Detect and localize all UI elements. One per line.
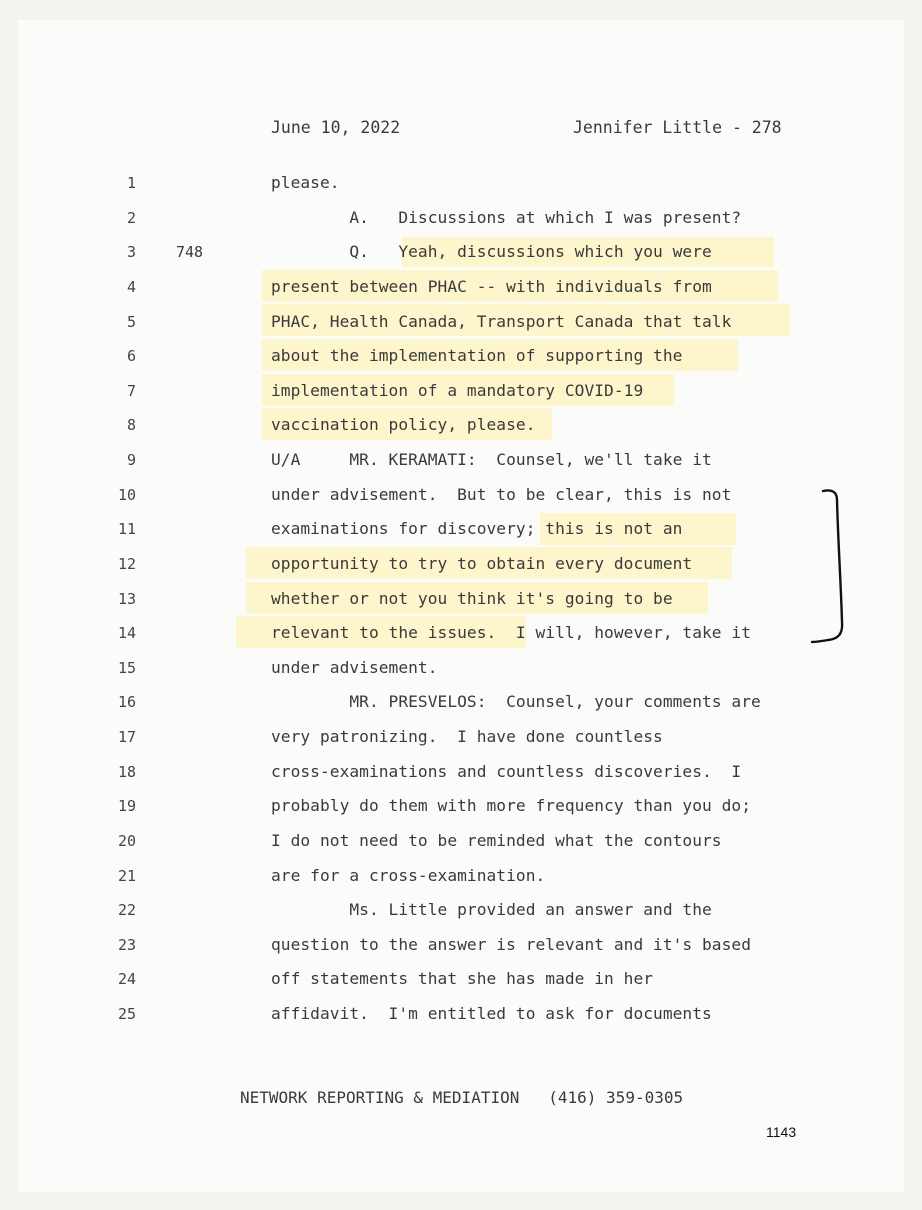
line-text: off statements that she has made in her	[271, 969, 654, 989]
line-number: 5	[126, 312, 136, 331]
line-text: I do not need to be reminded what the contours	[271, 830, 722, 850]
line-number: 4	[126, 277, 136, 296]
line-number: 1	[126, 174, 136, 192]
line-text: Ms. Little provided an answer and the	[271, 900, 712, 920]
line-text: under advisement. But to be clear, this is not	[271, 484, 732, 504]
line-text: examinations for discovery; this is not an	[271, 519, 683, 539]
line-number: 24	[117, 970, 136, 989]
line-number: 3	[126, 243, 136, 262]
line-text: MR. PRESVELOS: Counsel, your comments are	[271, 692, 761, 712]
line-number: 22	[117, 901, 136, 920]
line-number: 25	[117, 1005, 136, 1024]
page-number: 1143	[766, 1124, 797, 1140]
line-text: PHAC, Health Canada, Transport Canada that talk	[271, 311, 732, 331]
line-number: 2	[126, 208, 136, 227]
header-witness-page: Jennifer Little - 278	[573, 118, 782, 137]
header-date: June 10, 2022	[271, 118, 401, 137]
line-number: 16	[117, 693, 136, 712]
line-number: 12	[117, 554, 136, 573]
line-text: question to the answer is relevant and it's based	[271, 934, 751, 954]
line-text: probably do them with more frequency than you do;	[271, 796, 751, 816]
line-number: 6	[126, 347, 136, 366]
line-number: 17	[117, 728, 136, 747]
line-text: are for a cross-examination.	[271, 865, 546, 885]
line-text: U/A MR. KERAMATI: Counsel, we'll take it	[271, 450, 712, 470]
line-number: 10	[117, 485, 136, 504]
undertaking-ref: 748	[176, 243, 204, 262]
line-text: affidavit. I'm entitled to ask for documents	[271, 1004, 712, 1024]
line-number: 20	[117, 831, 136, 850]
line-text: present between PHAC -- with individuals from	[271, 276, 712, 296]
footer-reporter: NETWORK REPORTING & MEDIATION (416) 359-0305	[240, 1088, 684, 1107]
line-number: 23	[117, 935, 136, 954]
line-text: please.	[271, 173, 340, 192]
line-number: 13	[117, 589, 136, 608]
line-text: implementation of a mandatory COVID-19	[271, 380, 644, 400]
line-text: under advisement.	[271, 657, 438, 677]
line-text: about the implementation of supporting the	[271, 346, 683, 366]
line-number: 7	[126, 381, 136, 400]
line-text: cross-examinations and countless discoveries. I	[271, 761, 742, 781]
line-number: 14	[117, 624, 136, 643]
line-number: 19	[117, 797, 136, 816]
line-text: A. Discussions at which I was present?	[271, 207, 742, 227]
line-number: 18	[117, 762, 136, 781]
line-text: relevant to the issues. I will, however, take it	[271, 623, 751, 643]
line-text: very patronizing. I have done countless	[271, 727, 663, 747]
line-text: vaccination policy, please.	[271, 415, 536, 435]
line-text: opportunity to try to obtain every document	[271, 553, 693, 573]
line-number: 11	[117, 520, 136, 539]
line-number: 8	[126, 416, 136, 435]
line-number: 15	[117, 658, 136, 677]
line-number: 9	[126, 451, 136, 470]
line-text: Q. Yeah, discussions which you were	[271, 242, 712, 262]
line-text: whether or not you think it's going to be	[271, 588, 673, 608]
line-number: 21	[117, 866, 136, 885]
